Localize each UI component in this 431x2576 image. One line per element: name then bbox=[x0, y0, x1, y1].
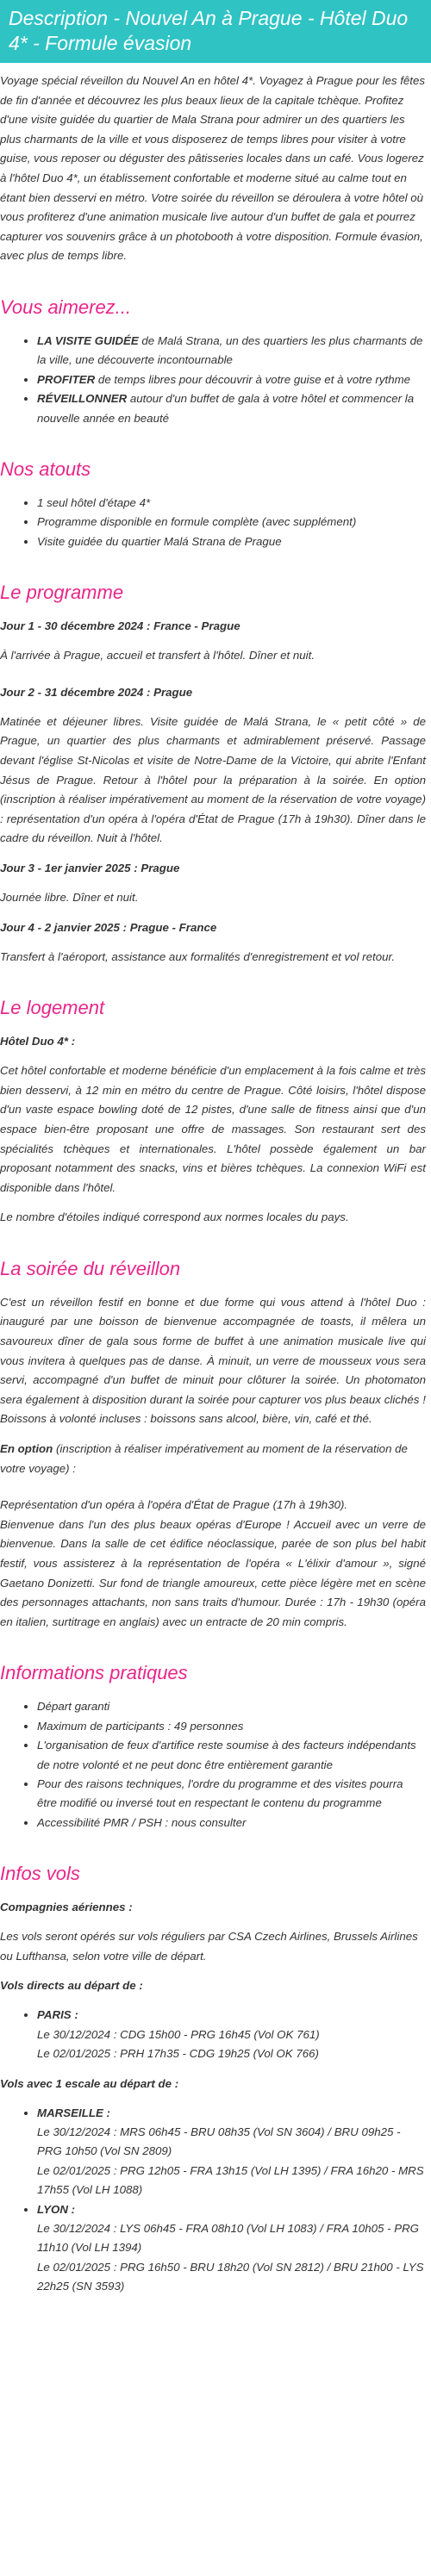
companies-text: Les vols seront opérés sur vols réguliers par CSA Czech Airlines, Brussels Airlines ou Lufthansa, selon votre ville de départ. bbox=[0, 1930, 418, 1963]
hotel-title: Hôtel Duo 4* : bbox=[0, 1035, 76, 1048]
escale-title: Vols avec 1 escale au départ de : bbox=[0, 2076, 179, 2090]
direct-list bbox=[0, 2006, 426, 2063]
option-paragraph: En option (inscription à réaliser impérativement au moment de la réservation de votre voyage) : bbox=[0, 1442, 408, 1475]
list-item: • Accessibilité PMR / PSH : nous consulter bbox=[37, 1814, 426, 1832]
escale-list bbox=[0, 2104, 426, 2297]
intro-paragraph: Voyage spécial réveillon du Nouvel An en hôtel 4*. Voyagez à Prague pour les fêtes de fin d'année et découvrez les plus beaux lieux de la capitale tchèque. Profitez d'une visite guidée du quartier de Mala Strana pour admirer un des quartiers les plus charmants de la ville et vous disposerez de temps libres pour visiter à votre guise, vous reposer ou déguster des pâtisseries locales dans un café. Vous logerez à l'hôtel Duo 4*, un établissement confortable et moderne situé au calme tout en étant bien desservi en métro. Votre soirée du réveillon se déroulera à votre hôtel où vous profiterez d'une animation musicale live autour d'un buffet de gala et pourrez capturer vos souvenirs grâce à un photobooth à votre disposition. Formule évasion, avec plus de temps libre. bbox=[0, 74, 426, 263]
list-item: • RÉVEILLONNER autour d'un buffet de gala à votre hôtel et commencer la nouvelle année en beauté bbox=[37, 389, 426, 428]
heading-vols: Infos vols bbox=[0, 1863, 80, 1885]
list-item: • PROFITER de temps libres pour découvrir à votre guise et à votre rythme bbox=[37, 370, 426, 389]
list-item: • Visite guidée du quartier Malá Strana de Prague bbox=[37, 532, 426, 551]
opera-line: Représentation d'un opéra à l'opéra d'État de Prague (17h à 19h30). bbox=[0, 1498, 348, 1512]
atouts-list bbox=[0, 494, 426, 551]
heading-soiree: La soirée du réveillon bbox=[0, 1257, 181, 1279]
hotel-description: Cet hôtel confortable et moderne bénéficie d'un emplacement à la fois calme et très bien desservi, à 12 min en métro du centre de Prague. Côté loisirs, l'hôtel dispose d'un vaste espace bowling doté de 12 pistes, d'une salle de fitness ainsi que d'un espace bien-être proposant une offre de massages. Son restaurant sert des spécialités tchèques et internationales. L'hôtel possède également un bar proposant notamment des snacks, vins et bières tchèques. La connexion WiFi est disponible dans l'hôtel. bbox=[0, 1064, 426, 1194]
page-title: Description - Nouvel An à Prague - Hôtel Duo 4* - Formule évasion bbox=[0, 0, 431, 63]
list-item: • LA VISITE GUIDÉE de Malá Strana, un des quartiers les plus charmants de la ville, une découverte incontournable bbox=[37, 332, 426, 370]
soiree-text: C'est un réveillon festif en bonne et due forme qui vous attend à l'hôtel Duo : inauguré par une boisson de bienvenue accompagnée de toasts, il mêlera un savoureux dîner de gala sous forme de buffet à une animation musicale live qui vous invitera à quelques pas de danse. À minuit, un verre de mousseux vous sera servi, accompagné d'un buffet de minuit pour clôturer la soirée. Un photomaton sera également à disposition durant la soirée pour capturer vos plus beaux clichés ! Boissons à volonté incluses : boissons sans alcool, bière, vin, café et thé. bbox=[0, 1295, 426, 1426]
day1-title: Jour 1 - 30 décembre 2024 : France - Prague bbox=[0, 619, 240, 633]
list-item: • LYON : Le 30/12/2024 : LYS 06h45 - FRA 08h10 (Vol LH 1083) / FRA 10h05 - PRG 11h10 (Vol LH 1394) Le 02/01/2025 : PRG 16h50 - BRU 18h20 (Vol SN 2812) / BRU 21h00 - LYS 22h25 (SN 3593) bbox=[37, 2200, 426, 2297]
list-item: • Départ garanti bbox=[37, 1697, 426, 1716]
heading-atouts: Nos atouts bbox=[0, 457, 91, 480]
infos-list bbox=[0, 1697, 426, 1832]
opera-text: Bienvenue dans l'un des plus beaux opéras d'Europe ! Accueil avec un verre de bienvenue. Dans la salle de cet édifice néoclassique, parée de son plus bel habit festif, vous assisterez à la représentation de l'opéra « L'élixir d'amour », signé Gaetano Donizetti. Sur fond de triangle amoureux, cette pièce légère met en scène des personnages attachants, non sans traits d'humour. Durée : 17h - 19h30 (opéra en italien, surtitrage en anglais) avec un entracte de 20 min compris. bbox=[0, 1517, 426, 1628]
day3-title: Jour 3 - 1er janvier 2025 : Prague bbox=[0, 861, 180, 874]
list-item: • L'organisation de feux d'artifice reste soumise à des facteurs indépendants de notre volonté et ne peut donc être entièrement garantie bbox=[37, 1736, 426, 1775]
day2-text: Matinée et déjeuner libres. Visite guidée de Malá Strana, le « petit côté » de Prague, un quartier des plus charmants et admirablement préservé. Passage devant l'église St-Nicolas et visite de Notre-Dame de la Victoire, qui abrite l'Enfant Jésus de Prague. Retour à l'hôtel pour la préparation à la soirée. En option (inscription à réaliser impérativement au moment de la réservation de votre voyage) : représentation d'un opéra à l'opéra d'État de Prague (17h à 19h30). Dîner dans le cadre du réveillon. Nuit à l'hôtel. bbox=[0, 714, 426, 845]
stars-note: Le nombre d'étoiles indiqué correspond aux normes locales du pays. bbox=[0, 1210, 349, 1224]
list-item: • Pour des raisons techniques, l'ordre du programme et des visites pourra être modifié ou inversé tout en respectant le contenu du programme bbox=[37, 1775, 426, 1814]
option-label: En option bbox=[0, 1442, 53, 1456]
list-item: • PARIS : Le 30/12/2024 : CDG 15h00 - PRG 16h45 (Vol OK 761) Le 02/01/2025 : PRH 17h35 - CDG 19h25 (Vol OK 766) bbox=[37, 2006, 426, 2063]
list-item: • Maximum de participants : 49 personnes bbox=[37, 1717, 426, 1736]
list-item: • Programme disponible en formule complète (avec supplément) bbox=[37, 513, 426, 532]
day3-text: Journée libre. Dîner et nuit. bbox=[0, 890, 139, 904]
heading-infos: Informations pratiques bbox=[0, 1662, 188, 1684]
heading-programme: Le programme bbox=[0, 582, 124, 604]
day4-title: Jour 4 - 2 janvier 2025 : Prague - France bbox=[0, 920, 217, 934]
aimerez-list bbox=[0, 332, 426, 428]
direct-title: Vols directs au départ de : bbox=[0, 1979, 143, 1993]
list-item: • 1 seul hôtel d'étape 4* bbox=[37, 494, 426, 513]
companies-title: Compagnies aériennes : bbox=[0, 1901, 133, 1914]
heading-aimerez: Vous aimerez... bbox=[0, 296, 132, 318]
content bbox=[0, 72, 431, 2297]
heading-logement: Le logement bbox=[0, 997, 105, 1019]
day1-text: À l'arrivée à Prague, accueil et transfert à l'hôtel. Dîner et nuit. bbox=[0, 649, 315, 663]
list-item: • MARSEILLE : Le 30/12/2024 : MRS 06h45 - BRU 08h35 (Vol SN 3604) / BRU 09h25 - PRG 10h50 (Vol SN 2809) Le 02/01/2025 : PRG 12h05 - FRA 13h15 (Vol LH 1395) / FRA 16h20 - MRS 17h55 (Vol LH 1088) bbox=[37, 2104, 426, 2200]
day4-text: Transfert à l'aéroport, assistance aux formalités d'enregistrement et vol retour. bbox=[0, 949, 396, 963]
day2-title: Jour 2 - 31 décembre 2024 : Prague bbox=[0, 685, 193, 699]
